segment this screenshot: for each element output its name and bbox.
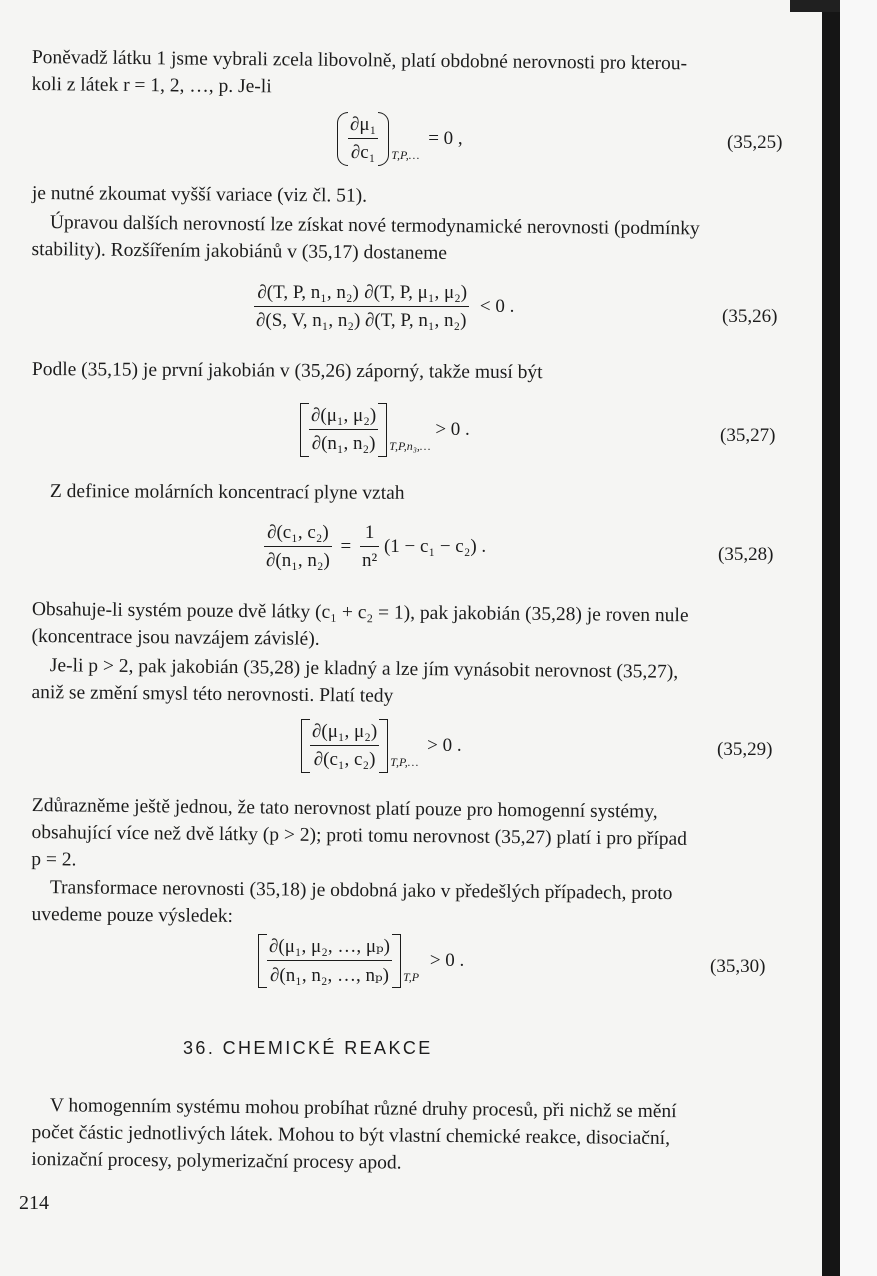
rhs: > 0 . — [435, 419, 470, 440]
numerator: ∂(T, P, n₁, n₂) — [254, 282, 362, 307]
bracket-left — [258, 934, 267, 988]
denominator: n² — [362, 550, 378, 571]
paren-right — [378, 112, 389, 166]
fraction — [264, 522, 332, 572]
text-line: Obsahuje-li systém pouze dvě látky (c₁ + c₂ = 1), pak jakobián (35,28) je roven nule — [31, 598, 689, 627]
text-line: koli z látek r = 1, 2, …, p. Je-li — [31, 73, 272, 98]
numerator: ∂μ₁ — [348, 114, 378, 139]
text-line: Transformace nerovnosti (35,18) je obdobná jako v předešlých případech, proto — [49, 877, 673, 905]
numerator: ∂(T, P, μ₁, μ₂) — [362, 282, 469, 307]
bracket-right — [378, 403, 387, 457]
text-line: V homogenním systému mohou probíhat různé druhy procesů, při nichž se mění — [49, 1095, 677, 1123]
text-line: Podle (35,15) je první jakobián v (35,26) záporný, takže musí být — [31, 358, 543, 384]
equation-label: (35,27) — [720, 425, 776, 446]
page-number: 214 — [19, 1192, 49, 1214]
fraction — [362, 282, 469, 332]
subscript: T,P — [402, 970, 420, 985]
bracket-left — [301, 719, 310, 773]
bracket-right — [392, 934, 401, 988]
rhs: > 0 . — [427, 735, 462, 756]
fraction — [267, 935, 392, 987]
denominator: ∂(n₁, n₂, …, nₚ) — [270, 965, 389, 986]
numerator: ∂(μ₁, μ₂, …, μₚ) — [267, 935, 392, 961]
binding-edge-top — [790, 0, 840, 12]
text-line: p = 2. — [31, 848, 77, 871]
section-heading: 36. CHEMICKÉ REAKCE — [183, 1038, 433, 1058]
text-line: je nutné zkoumat vyšší variace (viz čl. 51). — [31, 182, 368, 207]
paragraph-4 — [32, 356, 792, 388]
fraction — [309, 405, 378, 455]
paragraph-9 — [31, 874, 791, 935]
rhs: = 0 , — [428, 128, 463, 149]
text-line: Je-li p > 2, pak jakobián (35,28) je kladný a lze jím vynásobit nerovnost (35,27), — [49, 655, 679, 683]
text-line: ionizační procesy, polymerizační procesy apod. — [31, 1148, 402, 1174]
numerator: ∂(μ₁, μ₂) — [309, 405, 378, 430]
bracket-left — [300, 403, 309, 457]
rhs: (1 − c₁ − c₂) . — [383, 536, 487, 557]
paragraph-7 — [31, 652, 792, 714]
text-line: obsahující více než dvě látky (p > 2); proti tomu nerovnost (35,27) platí i pro případ — [31, 821, 688, 850]
text-line: počet částic jednotlivých látek. Mohou to být vlastní chemické reakce, disociační, — [31, 1121, 671, 1150]
paragraph-6 — [31, 596, 791, 657]
equation-label: (35,28) — [718, 544, 774, 565]
fraction — [254, 282, 362, 332]
equation-label: (35,25) — [727, 132, 783, 153]
binding-edge — [822, 0, 840, 1276]
rhs: < 0 . — [479, 296, 515, 317]
text-line: (koncentrace jsou navzájem závislé). — [31, 625, 320, 650]
bracket-right — [379, 719, 388, 773]
text-line: aniž se změní smysl této nerovnosti. Platí tedy — [31, 681, 394, 707]
subscript: T,P,… — [391, 148, 420, 163]
equation-label: (35,30) — [710, 956, 766, 977]
denominator: ∂(S, V, n₁, n₂) — [256, 310, 361, 331]
text-line: stability). Rozšířením jakobiánů v (35,17) dostaneme — [31, 238, 448, 264]
fraction — [348, 114, 378, 164]
numerator: ∂(c₁, c₂) — [264, 522, 332, 547]
rhs: > 0 . — [429, 950, 465, 971]
page-margin-shadow — [840, 0, 877, 1276]
denominator: ∂c₁ — [350, 142, 376, 163]
text-line: Úpravou dalších nerovností lze získat nové termodynamické nerovnosti (podmínky — [49, 212, 700, 240]
denominator: ∂(T, P, n₁, n₂) — [364, 310, 467, 331]
subscript: T,P,n₃,… — [389, 439, 431, 454]
equals: = — [340, 536, 352, 557]
numerator: 1 — [360, 522, 379, 547]
paragraph-1 — [31, 44, 791, 105]
text-line: uvedeme pouze výsledek: — [31, 903, 234, 927]
text-line: Zdůrazněme ještě jednou, že tato nerovnost platí pouze pro homogenní systémy, — [31, 794, 658, 823]
denominator: ∂(c₁, c₂) — [313, 749, 376, 770]
equation-label: (35,26) — [722, 306, 778, 327]
paragraph-5 — [50, 478, 810, 509]
denominator: ∂(n₁, n₂) — [311, 433, 376, 454]
paragraph-10 — [31, 1092, 792, 1180]
denominator: ∂(n₁, n₂) — [266, 550, 330, 571]
numerator: ∂(μ₁, μ₂) — [310, 721, 379, 746]
paragraph-8 — [31, 792, 792, 881]
equation-label: (35,29) — [717, 739, 773, 760]
text-line: Poněvadž látku 1 jsme vybrali zcela libovolně, platí obdobné nerovnosti pro kterou- — [31, 46, 688, 75]
text-line: Z definice molárních koncentrací plyne vztah — [49, 480, 405, 504]
paragraph-2 — [32, 180, 792, 213]
paragraph-3 — [31, 209, 791, 270]
fraction — [310, 721, 379, 771]
subscript: T,P,… — [390, 755, 419, 770]
paren-left — [337, 112, 348, 166]
fraction — [360, 522, 379, 572]
